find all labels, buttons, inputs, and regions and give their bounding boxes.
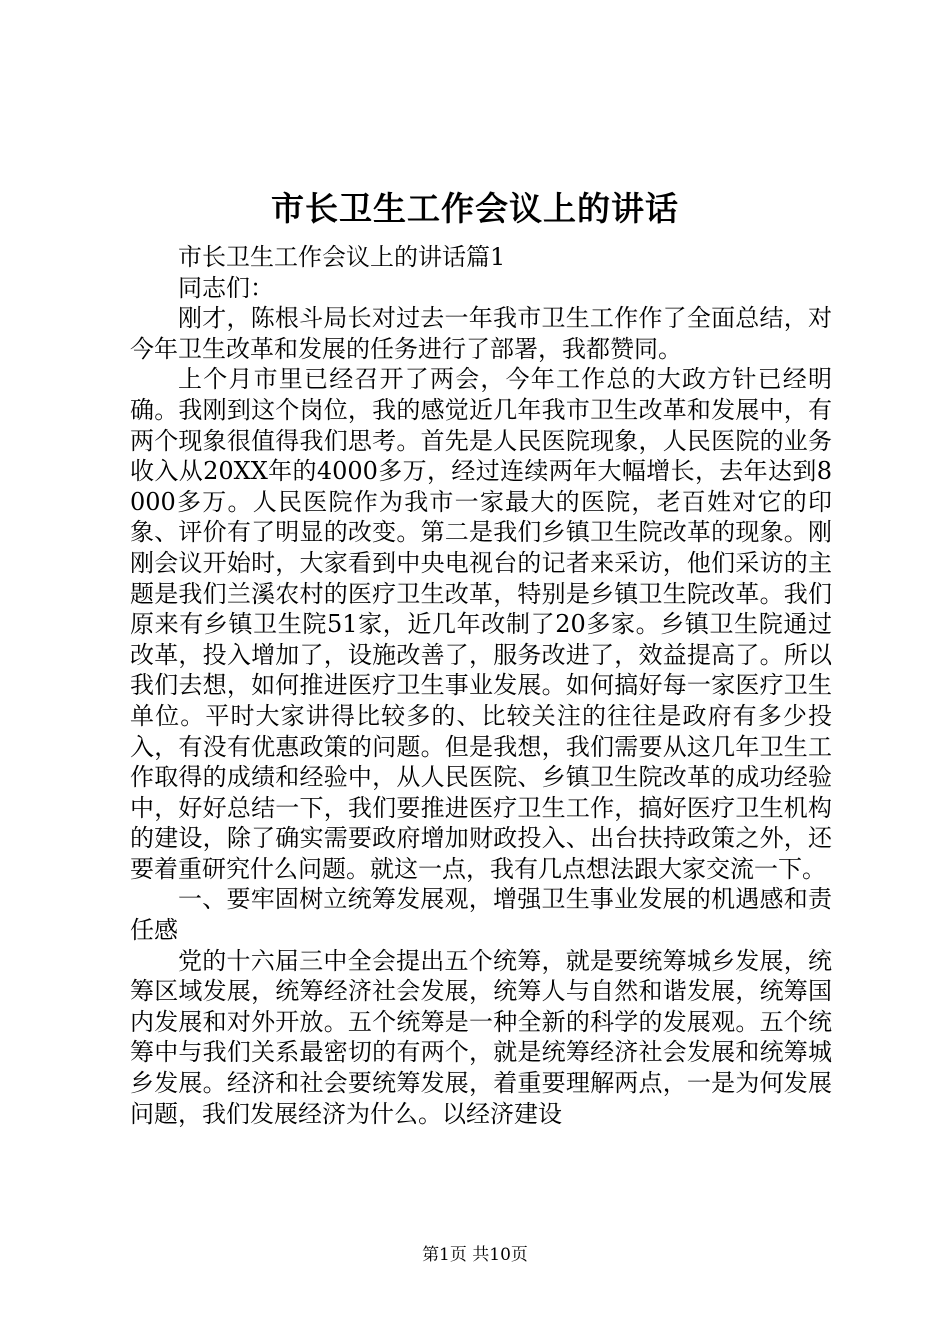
salutation: 同志们：	[178, 273, 274, 302]
body-paragraph: 上个月市里已经召开了两会，今年工作总的大政方针已经明确。我刚到这个岗位，我的感觉近几年我市卫生改革和发展中，有两个现象很值得我们思考。首先是人民医院现象，人民医院的业务收入从20XX年的4000多万，经过连续两年大幅增长，去年达到8000多万。人民医院作为我市一家最大的医院，老百姓对它的印象、评价有了明显的改变。第二是我们乡镇卫生院改革的现象。刚刚会议开始时，大家看到中央电视台的记者来采访，他们采访的主题是我们兰溪农村的医疗卫生改革，特别是乡镇卫生院改革。我们原来有乡镇卫生院51家，近几年改制了20多家。乡镇卫生院通过改革，投入增加了，设施改善了，服务改进了，效益提高了。所以我们去想，如何推进医疗卫生事业发展。如何搞好每一家医疗卫生单位。平时大家讲得比较多的、比较关注的往往是政府有多少投入，有没有优惠政策的问题。但是我想，我们需要从这几年卫生工作取得的成绩和经验中，从人民医院、乡镇卫生院改革的成功经验中，好好总结一下，我们要推进医疗卫生工作，搞好医疗卫生机构的建设，除了确实需要政府增加财政投入、出台扶持政策之外，还要着重研究什么问题。就这一点，我有几点想法跟大家交流一下。	[130, 365, 832, 883]
document-body	[130, 242, 832, 1129]
body-paragraph: 党的十六届三中全会提出五个统筹，就是要统筹城乡发展，统筹区域发展，统筹经济社会发展，统筹人与自然和谐发展，统筹国内发展和对外开放。五个统筹是一种全新的科学的发展观。五个统筹中与我们关系最密切的有两个，就是统筹经济社会发展和统筹城乡发展。经济和社会要统筹发展，着重要理解两点，一是为何发展问题，我们发展经济为什么。以经济建设	[130, 946, 832, 1128]
document-title: 市长卫生工作会议上的讲话	[271, 189, 679, 228]
body-paragraph: 刚才，陈根斗局长对过去一年我市卫生工作作了全面总结，对今年卫生改革和发展的任务进行了部署，我都赞同。	[130, 304, 832, 363]
page-number-footer: 第1页 共10页	[422, 1245, 528, 1265]
section-heading: 一、要牢固树立统筹发展观，增强卫生事业发展的机遇感和责任感	[130, 885, 832, 945]
section-heading: 市长卫生工作会议上的讲话篇1	[178, 243, 506, 271]
